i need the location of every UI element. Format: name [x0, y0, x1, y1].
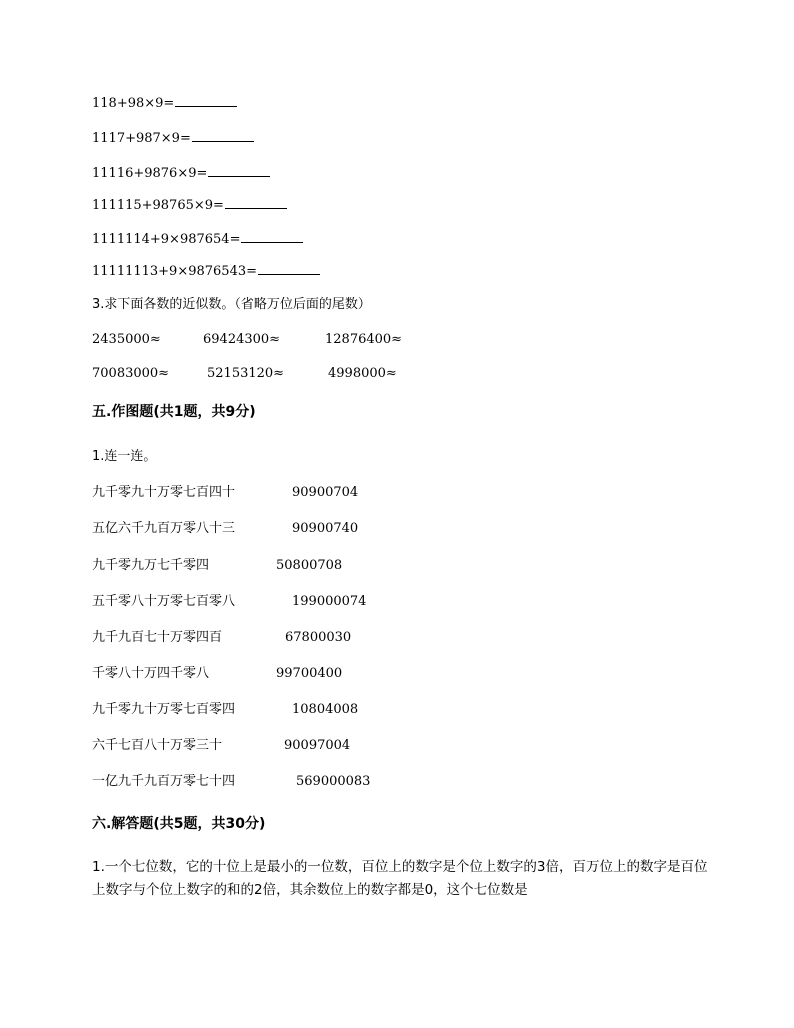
q3-title: 3.求下面各数的近似数。（省略万位后面的尾数） [92, 297, 371, 312]
expression-5 [92, 230, 303, 249]
match-row [92, 557, 412, 575]
match-words: 五亿六千九百万零八十三 [92, 521, 236, 536]
expression-text: 11111113+9×9876543= [92, 264, 258, 279]
answer-blank[interactable] [258, 262, 320, 275]
match-row [92, 665, 412, 683]
match-row [92, 593, 412, 611]
approx-item: 12876400≈ [325, 332, 403, 347]
expression-2 [92, 129, 254, 148]
approx-item: 52153120≈ [207, 366, 285, 381]
match-words: 九千九百七十万零四百 [92, 630, 223, 645]
match-number: 199000074 [292, 594, 367, 609]
expression-3 [92, 164, 270, 183]
q1-title: 1.连一连。 [92, 449, 157, 464]
match-number: 90900704 [292, 485, 359, 500]
expression-1 [92, 94, 237, 113]
expression-6 [92, 262, 320, 281]
expression-text: 11116+9876×9= [92, 166, 208, 181]
match-number: 99700400 [276, 666, 343, 681]
approx-item: 4998000≈ [328, 366, 397, 381]
expression-4 [92, 196, 287, 215]
match-number: 10804008 [292, 702, 359, 717]
match-words: 九千零九十万零七百零四 [92, 702, 236, 717]
expression-text: 118+98×9= [92, 96, 175, 111]
match-words: 九千零九万七千零四 [92, 558, 210, 573]
match-number: 67800030 [285, 630, 352, 645]
match-words: 九千零九十万零七百四十 [92, 485, 236, 500]
approx-item: 69424300≈ [203, 332, 281, 347]
answer-blank[interactable] [241, 230, 303, 243]
section-heading-6: 六.解答题(共5题，共30分) [92, 816, 266, 832]
answer-blank[interactable] [175, 94, 237, 107]
expression-text: 1111114+9×987654= [92, 232, 241, 247]
match-number: 90900740 [292, 521, 359, 536]
match-number: 50800708 [276, 558, 343, 573]
match-words: 五千零八十万零七百零八 [92, 594, 236, 609]
approx-row-2 [92, 365, 492, 383]
answer-blank[interactable] [208, 164, 270, 177]
match-row [92, 773, 412, 791]
answer-blank[interactable] [225, 196, 287, 209]
question-paragraph: 1.一个七位数，它的十位上是最小的一位数，百位上的数字是个位上数字的3倍，百万位上的数字是百位上数字与个位上数字的和的2倍，其余数位上的数字都是0，这个七位数是 [92, 859, 708, 898]
match-number: 569000083 [296, 774, 371, 789]
match-row [92, 701, 412, 719]
section-heading-5: 五.作图题(共1题，共9分) [92, 404, 256, 420]
match-words: 千零八十万四千零八 [92, 666, 210, 681]
match-row [92, 629, 412, 647]
match-words: 一亿九千九百万零七十四 [92, 774, 236, 789]
match-row [92, 520, 412, 538]
expression-text: 1117+987×9= [92, 131, 191, 146]
match-words: 六千七百八十万零三十 [92, 738, 223, 753]
approx-item: 2435000≈ [92, 332, 161, 347]
approx-row-1 [92, 331, 492, 349]
answer-blank[interactable] [192, 129, 254, 142]
match-row [92, 737, 412, 755]
match-row [92, 484, 412, 502]
match-number: 90097004 [284, 738, 351, 753]
approx-item: 70083000≈ [92, 366, 170, 381]
expression-text: 111115+98765×9= [92, 198, 224, 213]
